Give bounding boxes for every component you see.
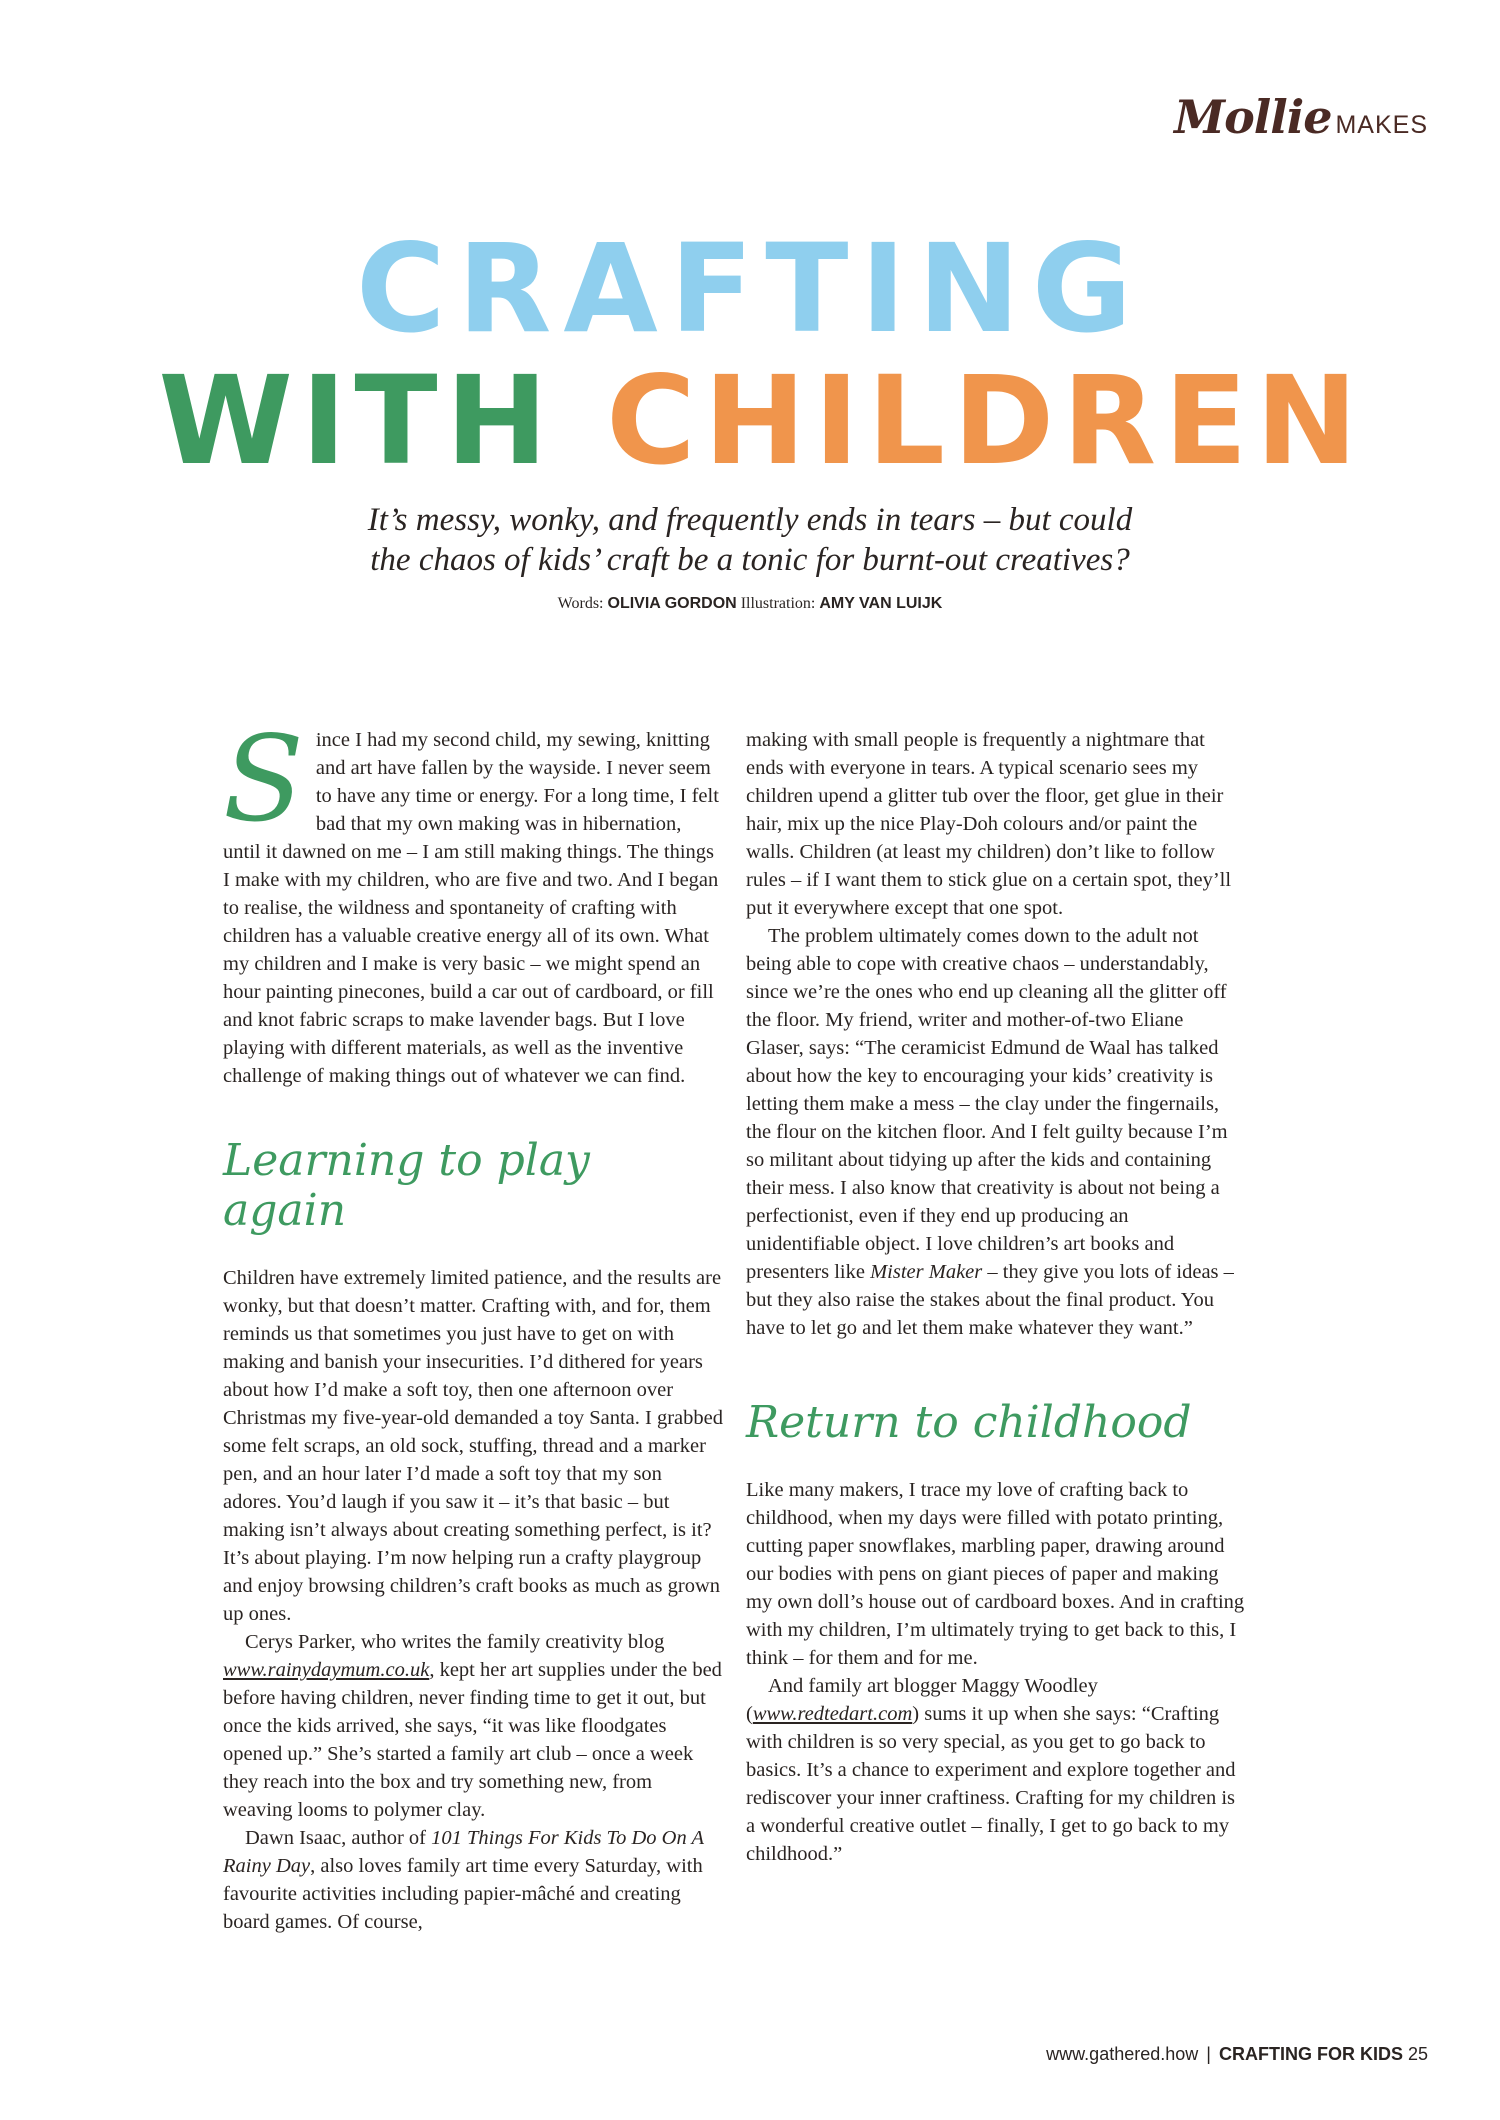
- standfirst-line-1: It’s messy, wonky, and frequently ends in tears – but could: [367, 502, 1133, 538]
- paragraph-8: [746, 1672, 1246, 1868]
- paragraph-6-text-b: – they give you lots of ideas – but they also raise the stakes about the final product. You have to let go and let them make whatever they want.”: [746, 1261, 1234, 1339]
- byline-author: OLIVIA GORDON: [607, 595, 737, 612]
- paragraph-4: [223, 1824, 723, 1936]
- brand-caps: MAKES: [1335, 111, 1428, 139]
- page-footer: [1046, 2044, 1428, 2065]
- subhead-learning: Learning to play again: [223, 1135, 590, 1236]
- paragraph-4-text-a: Dawn Isaac, author of: [245, 1827, 432, 1849]
- standfirst: [0, 500, 1500, 580]
- standfirst-line-2: the chaos of kids’ craft be a tonic for burnt-out creatives?: [370, 542, 1130, 578]
- paragraph-6: [746, 922, 1246, 1342]
- subhead-return: Return to childhood: [746, 1397, 1192, 1448]
- paragraph-3-text-a: Cerys Parker, who writes the family creativity blog: [245, 1631, 665, 1653]
- byline-words-label: Words:: [557, 595, 604, 612]
- paragraph-6-text-a: The problem ultimately comes down to the adult not being able to cope with creative chaos – understandably, since we’re the ones who end up cleaning all the glitter off the floor. My friend, writer and mother-of-two Eliane Glaser, says: “The ceramicist Edmund de Waal has talked about how the key to encouraging your kids’ creativity is letting them make a mess – the clay under the fingernails, the flour on the kitchen floor. And I felt guilty because I’m so militant about tidying up after the kids and containing their mess. I also know that creativity is about not being a perfectionist, even if they end up producing an unidentifiable object. I love children’s art books and presenters like: [746, 925, 1228, 1283]
- book-title: 101 Things For Kids To Do On A Rainy Day: [223, 1827, 704, 1877]
- byline-illustrator: AMY VAN LUIJK: [819, 595, 943, 612]
- paragraph-intro-text: ince I had my second child, my sewing, knitting and art have fallen by the wayside. I never seem to have any time or energy. For a long time, I felt bad that my own making was in hibernation, until it dawned on me – I am still making things. The things I make with my children, who are five and two. And I began to realise, the wildness and spontaneity of crafting with children has a valuable creative energy all of its own. What my children and I make is very basic – we might spend an hour painting pinecones, build a car out of cardboard, or fill and knot fabric scraps to make lavender bags. But I love playing with different materials, as well as the inventive challenge of making things out of whatever we can find.: [223, 729, 719, 1087]
- paragraph-3: [223, 1628, 723, 1824]
- brand-logo: [1174, 90, 1428, 144]
- title-children: CHILDREN: [606, 350, 1366, 492]
- link-rainydaymum[interactable]: www.rainydaymum.co.uk: [223, 1659, 430, 1681]
- paragraph-5: making with small people is frequently a nightmare that ends with everyone in tears. A typical scenario sees my children upend a glitter tub over the floor, get glue in their hair, mix up the nice Play-Doh colours and/or paint the walls. Children (at least my children) don’t like to follow rules – if I want them to stick glue on a certain spot, they’ll put it everywhere except that one spot.: [746, 729, 1232, 919]
- footer-url[interactable]: www.gathered.how: [1046, 2044, 1199, 2064]
- page-number: 25: [1407, 2044, 1428, 2064]
- paragraph-2: Children have extremely limited patience, and the results are wonky, but that doesn’t matter. Crafting with, and for, them reminds us that sometimes you just have to get on with making and banish your insecurities. I’d dithered for years about how I’d make a soft toy, then one afternoon over Christmas my five-year-old demanded a toy Santa. I grabbed some felt scraps, an old sock, stuffing, thread and a marker pen, and an hour later I’d made a soft toy that my son adores. You’d laugh if you saw it – it’s that basic – but making isn’t always about creating something perfect, is it? It’s about playing. I’m now helping run a crafty playgroup and enjoy browsing children’s craft books as much as grown up ones.: [223, 1267, 723, 1625]
- title-line-1: CRAFTING: [355, 218, 1145, 360]
- column-right: [746, 726, 1246, 1868]
- paragraph-3-text-b: , kept her art supplies under the bed before having children, never finding time to get it out, but once the kids arrived, she says, “it was like floodgates opened up.” She’s started a family art club – once a week they reach into the box and try something new, from weaving looms to polymer clay.: [223, 1659, 722, 1821]
- footer-section: CRAFTING FOR KIDS: [1218, 2044, 1403, 2064]
- title-with: WITH: [158, 350, 556, 492]
- link-redtedart[interactable]: www.redtedart.com: [752, 1703, 913, 1725]
- byline-illus-label: Illustration:: [740, 595, 816, 612]
- paragraph-4-text-b: , also loves family art time every Saturday, with favourite activities including papier-mâché and creating board games. Of course,: [223, 1855, 703, 1933]
- drop-cap: S: [223, 710, 304, 848]
- title-line-2: [12, 350, 1500, 492]
- brand-script: Mollie: [1174, 90, 1332, 144]
- show-title: Mister Maker: [870, 1261, 983, 1283]
- column-left: [223, 710, 723, 1936]
- paragraph-7: Like many makers, I trace my love of crafting back to childhood, when my days were filled with potato printing, cutting paper snowflakes, marbling paper, drawing around our bodies with pens on giant pieces of paper and making my own doll’s house out of cardboard boxes. And in crafting with my children, I’m ultimately trying to get back to this, I think – for them and for me.: [746, 1479, 1245, 1669]
- paragraph-8-text-b: ) sums it up when she says: “Crafting with children is so very special, as you get to go back to basics. It’s a chance to experiment and explore together and rediscover your inner craftiness. Crafting for my children is a wonderful creative outlet – finally, I get to go back to my childhood.”: [746, 1703, 1236, 1865]
- paragraph-intro: [223, 710, 723, 1090]
- paragraph-8-text-a: And family art blogger Maggy Woodley (: [746, 1675, 1098, 1725]
- footer-separator: |: [1206, 2044, 1211, 2064]
- byline: [0, 595, 1500, 613]
